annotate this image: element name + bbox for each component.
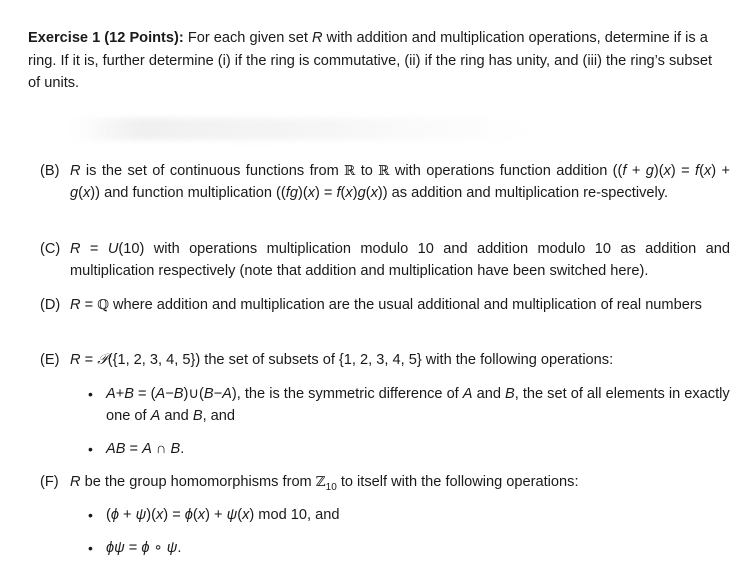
item-label: (F) bbox=[40, 474, 59, 490]
bullet-text: (ϕ + ψ)(x) = ϕ(x) + ψ(x) mod 10, and bbox=[106, 507, 340, 523]
item-d bbox=[40, 294, 730, 316]
item-b bbox=[40, 160, 730, 205]
bullet-text: ϕψ = ϕ ∘ ψ. bbox=[106, 540, 182, 556]
item-e bbox=[40, 349, 730, 371]
bullet-text: AB = A ∩ B. bbox=[106, 441, 185, 457]
bullet-dot: • bbox=[88, 386, 93, 402]
item-text: R = U(10) with operations multiplication modulo 10 and addition modulo 10 as addition and multiplication respectively (note that addition and multiplication have been switched here). bbox=[70, 241, 730, 280]
faded-region bbox=[70, 118, 530, 140]
bullet-text: A+B = (A−B)∪(B−A), the is the symmetric difference of A and B, the set of all elements in exactly one of A and B, and bbox=[106, 386, 730, 425]
item-label: (B) bbox=[40, 163, 60, 179]
item-f bbox=[40, 471, 730, 499]
item-text: R be the group homomorphisms from ℤ$_{10}$ to itself with the following operations: bbox=[70, 474, 579, 493]
exercise-title: Exercise 1 bbox=[28, 30, 101, 46]
item-label: (D) bbox=[40, 297, 61, 313]
item-text: R = 𝒫({1, 2, 3, 4, 5}) the set of subsets of {1, 2, 3, 4, 5} with the following operations: bbox=[70, 351, 614, 368]
item-c bbox=[40, 238, 730, 283]
item-text: R is the set of continuous functions from ℝ to ℝ with operations function addition ((f + g)(x) = f(x) + g(x)) and function multiplication ((fg)(x) = f(x)g(x)) as addition and multiplication re-spectively. bbox=[70, 163, 730, 202]
exercise-intro: Exercise 1 (12 Points): For each given set R with addition and multiplication operations, determine if is a ring. If it is, further determine (i) if the ring is commutative, (ii) if the ring has unity, and (iii) the ring’s subset of units. bbox=[28, 30, 713, 91]
bullet-dot: • bbox=[88, 507, 93, 523]
item-label: (C) bbox=[40, 241, 61, 257]
item-text: R = ℚ where addition and multiplication are the usual additional and multiplication of real numbers bbox=[70, 297, 702, 313]
item-label: (E) bbox=[40, 352, 60, 368]
bullet-symmetric-difference bbox=[88, 383, 730, 428]
bullet-function-addition bbox=[88, 504, 730, 526]
bullet-intersection bbox=[88, 438, 730, 460]
bullet-composition bbox=[88, 537, 730, 559]
bullet-dot: • bbox=[88, 540, 93, 556]
exercise-points: (12 Points): bbox=[104, 30, 184, 46]
bullet-dot: • bbox=[88, 441, 93, 457]
